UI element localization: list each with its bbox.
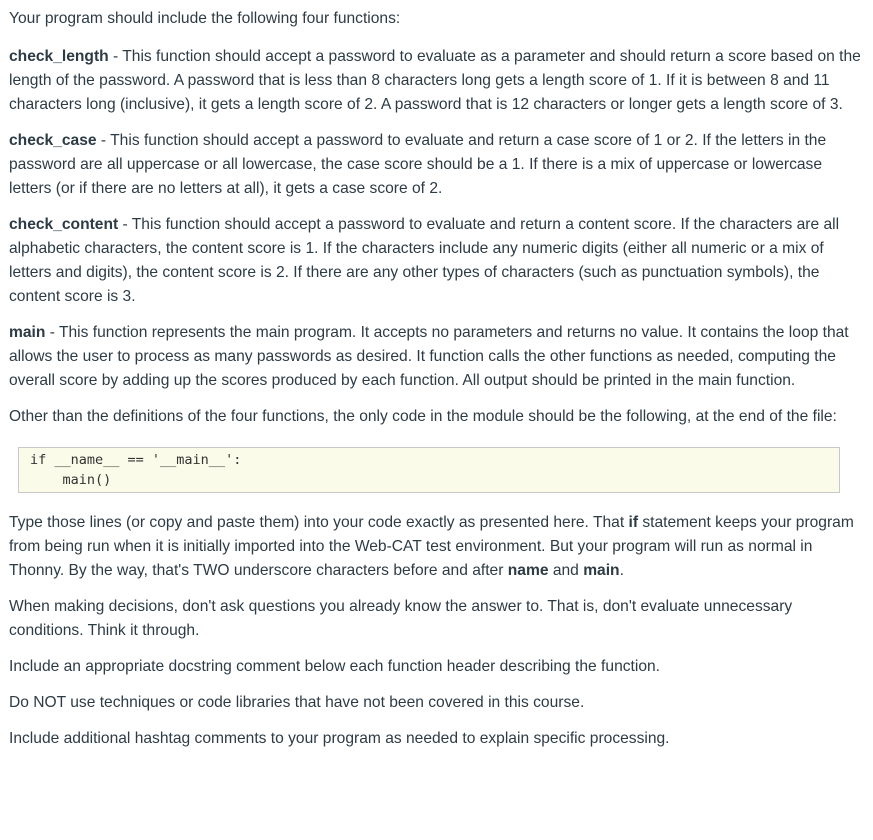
code-intro-text: Other than the definitions of the four functions, the only code in the module should be the following, at the end of the file: [9, 408, 837, 425]
note-decisions: When making decisions, don't ask questions you already know the answer to. That is, don't evaluate unnecessary conditions. Think it through. [9, 598, 793, 639]
function-description: - This function should accept a password to evaluate as a parameter and should return a score based on the length of the password. A password that is less than 8 characters long gets a length score of 1. If it is between 8 and 11 characters long (inclusive), it gets a length score of 2. A password that is 12 characters or longer gets a length score of 3. [9, 48, 861, 113]
bold-keyword: name [507, 562, 549, 579]
function-description: - This function represents the main program. It accepts no parameters and returns no value. It contains the loop that allows the user to process as many passwords as desired. It function calls the other functions as needed, computing the overall score by adding up the scores produced by each function. All output should be printed in the main function. [9, 324, 849, 389]
function-name: check_content [9, 216, 119, 233]
function-main [9, 321, 864, 393]
code-line: main() [30, 472, 112, 488]
text-span: statement keeps your program from being run when it is initially imported into the Web-CAT test environment. But your program will run as normal in Thonny. By the way, that's TWO underscore characters before and after [9, 514, 854, 579]
note-docstring: Include an appropriate docstring comment below each function header describing the function. [9, 658, 661, 675]
note-techniques: Do NOT use techniques or code libraries that have not been covered in this course. [9, 694, 585, 711]
note-comments: Include additional hashtag comments to your program as needed to explain specific processing. [9, 730, 670, 747]
function-check-length [9, 45, 864, 117]
function-check-case [9, 129, 864, 201]
bold-keyword: if [628, 514, 639, 531]
function-name: check_length [9, 48, 109, 65]
function-description: - This function should accept a password to evaluate and return a content score. If the characters are all alphabetic characters, the content score is 1. If the characters include any numeric digits (either all numeric or a mix of letters and digits), the content score is 2. If there are any other types of characters (such as punctuation symbols), the content score is 3. [9, 216, 840, 305]
function-name: main [9, 324, 46, 341]
text-span: and [548, 562, 584, 579]
code-block [18, 447, 840, 493]
function-check-content [9, 213, 864, 309]
bold-keyword: main [583, 562, 620, 579]
after-code-text [9, 511, 864, 583]
text-span: Type those lines (or copy and paste them) into your code exactly as presented here. That [9, 514, 629, 531]
text-span: . [619, 562, 624, 579]
intro-text: Your program should include the following four functions: [9, 10, 401, 27]
function-description: - This function should accept a password to evaluate and return a case score of 1 or 2. If the letters in the password are all uppercase or all lowercase, the case score should be a 1. If there is a mix of uppercase or lowercase letters (or if there are no letters at all), it gets a case score of 2. [9, 132, 827, 197]
function-name: check_case [9, 132, 97, 149]
code-line: if __name__ == '__main__': [30, 452, 242, 468]
